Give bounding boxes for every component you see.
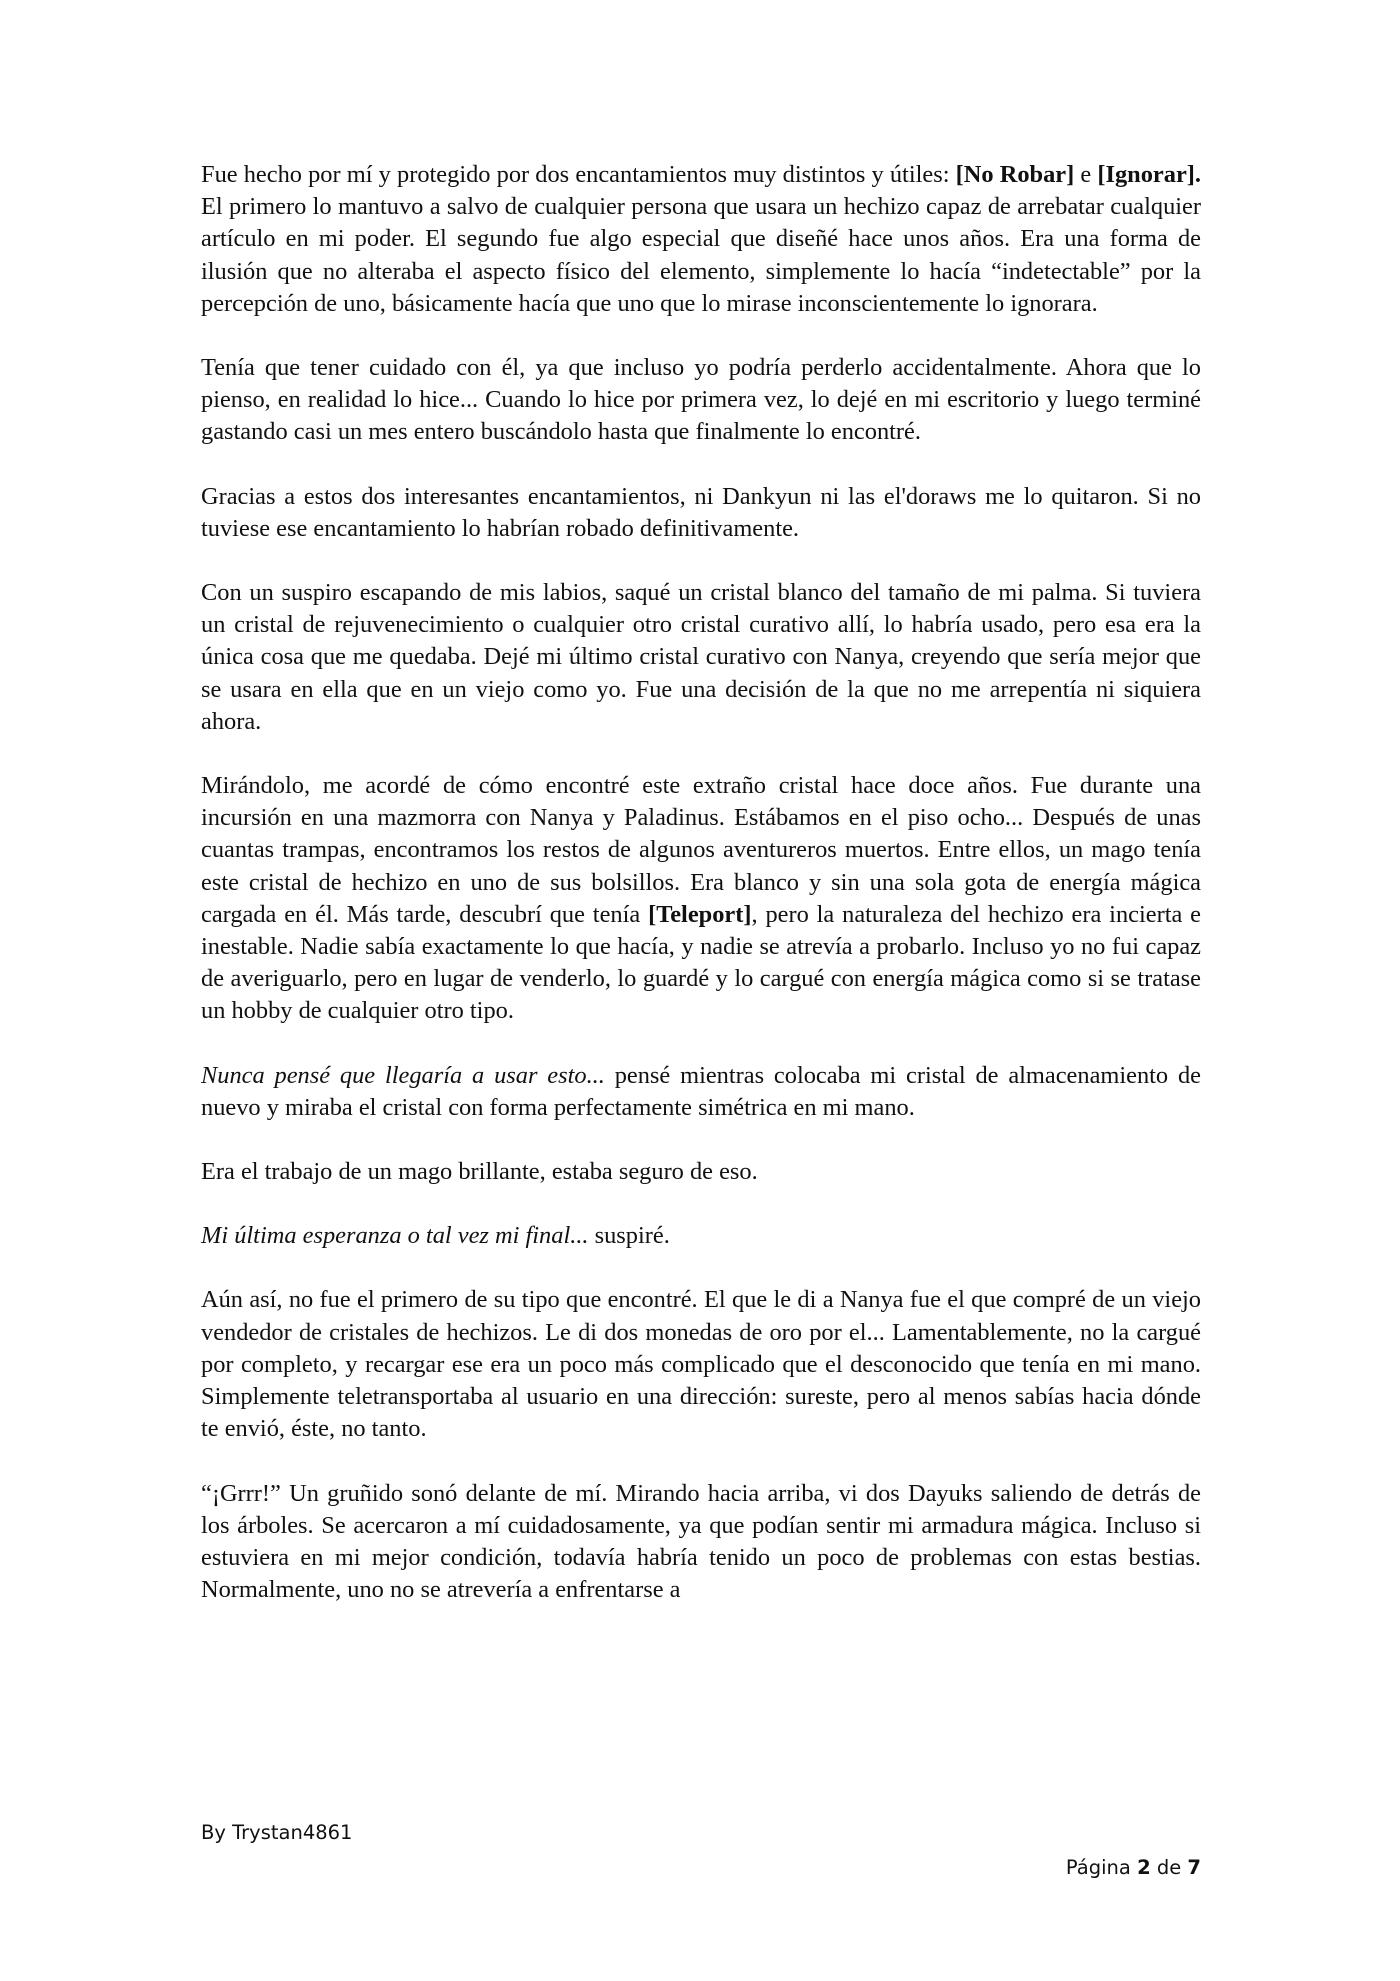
text-run: Fue hecho por mí y protegido por dos encantamientos muy distintos y útiles: [201, 161, 956, 188]
page-body [201, 159, 1201, 1638]
paragraph [201, 1156, 1201, 1188]
paragraph [201, 770, 1201, 1028]
paragraph [201, 1284, 1201, 1445]
text-run: Gracias a estos dos interesantes encantamientos, ni Dankyun ni las el'doraws me lo quitaron. Si no tuviese ese encantamiento lo habrían robado definitivamente. [201, 482, 1201, 542]
text-run: , pero la naturaleza del hechizo era incierta e inestable. Nadie sabía exactamente lo que hacía, y nadie se atrevía a probarlo. Incluso yo no fui capaz de averiguarlo, pero en lugar de venderlo, lo guardé y lo cargué con energía mágica como si se tratase un hobby de cualquier otro tipo. [201, 900, 1201, 1025]
spell-name: [Teleport] [648, 900, 752, 928]
thought-text: Nunca pensé que llegaría a usar esto... [201, 1061, 605, 1089]
spell-name: [No Robar] [955, 161, 1075, 188]
text-run: Aún así, no fue el primero de su tipo que encontré. El que le di a Nanya fue el que compré de un viejo vendedor de cristales de hechizos. Le di dos monedas de oro por el... Lamentablemente, no la cargué por completo, y recargar ese era un poco más complicado que el desconocido que tenía en mi mano. Simplemente teletransportaba al usuario en una dirección: sureste, pero al menos sabías hacia dónde te envió, éste, no tanto. [201, 1286, 1201, 1443]
paragraph [201, 1220, 1201, 1252]
page-separator: de [1150, 1856, 1188, 1879]
spell-name: [Ignorar]. [1097, 161, 1201, 188]
page-number [1066, 1856, 1201, 1879]
paragraph [201, 481, 1201, 545]
paragraph [201, 1478, 1201, 1607]
text-run: Con un suspiro escapando de mis labios, saqué un cristal blanco del tamaño de mi palma. Si tuviera un cristal de rejuvenecimiento o cualquier otro cristal curativo allí, lo habría usado, pero esa era la única cosa que me quedaba. Dejé mi último cristal curativo con Nanya, creyendo que sería mejor que se usara en ella que en un viejo como yo. Fue una decisión de la que no me arrepentía ni siquiera ahora. [201, 579, 1201, 735]
paragraph [201, 577, 1201, 738]
text-run: e [1074, 161, 1098, 188]
thought-text: Mi última esperanza o tal vez mi final... [201, 1222, 589, 1250]
current-page: 2 [1137, 1856, 1151, 1879]
text-run: Era el trabajo de un mago brillante, estaba seguro de eso. [201, 1158, 758, 1186]
text-run: Mirándolo, me acordé de cómo encontré este extraño cristal hace doce años. Fue durante una incursión en una mazmorra con Nanya y Paladinus. Estábamos en el piso ocho... Después de unas cuantas trampas, encontramos los restos de algunos aventureros muertos. Entre ellos, un mago tenía este cristal de hechizo en uno de sus bolsillos. Era blanco y sin una sola gota de energía mágica cargada en él. Más tarde, descubrí que tenía [201, 772, 1201, 928]
text-run: pensé mientras colocaba mi cristal de almacenamiento de nuevo y miraba el cristal con forma perfectamente simétrica en mi mano. [201, 1061, 1201, 1121]
text-run: El primero lo mantuvo a salvo de cualquier persona que usara un hechizo capaz de arrebatar cualquier artículo en mi poder. El segundo fue algo especial que diseñé hace unos años. Era una forma de ilusión que no alteraba el aspecto físico del elemento, simplemente lo hacía “indetectable” por la percepción de uno, básicamente hacía que uno que lo mirase inconscientemente lo ignorara. [201, 193, 1201, 317]
page-label: Página [1065, 1856, 1138, 1879]
footer-author: By Trystan4861 [201, 1821, 353, 1844]
paragraph [201, 1060, 1201, 1124]
paragraph [201, 159, 1201, 320]
total-pages: 7 [1187, 1856, 1201, 1879]
paragraph [201, 352, 1201, 449]
text-run: Tenía que tener cuidado con él, ya que incluso yo podría perderlo accidentalmente. Ahora que lo pienso, en realidad lo hice... Cuando lo hice por primera vez, lo dejé en mi escritorio y luego terminé gastando casi un mes entero buscándolo hasta que finalmente lo encontré. [201, 354, 1201, 446]
text-run: “¡Grrr!” Un gruñido sonó delante de mí. Mirando hacia arriba, vi dos Dayuks saliendo de detrás de los árboles. Se acercaron a mí cuidadosamente, ya que podían sentir mi armadura mágica. Incluso si estuviera en mi mejor condición, todavía habría tenido un poco de problemas con estas bestias. Normalmente, uno no se atrevería a enfrentarse a [201, 1479, 1201, 1604]
text-run: suspiré. [588, 1222, 670, 1250]
